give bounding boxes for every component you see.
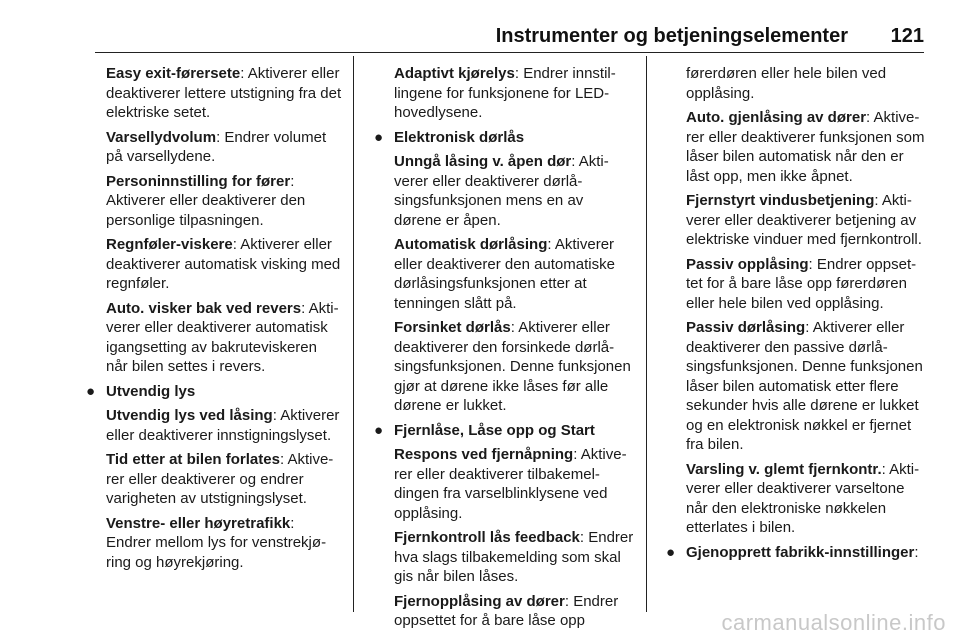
setting-term: Automatisk dørlåsing: [394, 236, 548, 253]
heading-suffix: :: [914, 543, 919, 561]
setting-description: : Aktiverer eller deaktiverer den forsinkede dørlåsingsfunksjonen. Denne funksjonen gjør at dørene ikke låses før alle dørene er lukket.: [394, 319, 631, 414]
setting-entry: [664, 108, 926, 186]
setting-description: : Aktiverer eller deaktiverer automatisk visking med regnføler.: [106, 236, 341, 292]
setting-description: : Aktiverer eller deaktiverer funksjonen som låser bilen automatisk når den er låst opp, men ikke åpnet.: [686, 109, 925, 185]
setting-term: Auto. visker bak ved revers: [106, 299, 302, 317]
setting-description: : Aktiverer eller deaktiverer dørlåsingsfunksjonen mens en av dørene er åpen.: [394, 153, 609, 229]
setting-entry: [84, 299, 342, 377]
column-3: [664, 64, 926, 567]
bullet-icon: ●: [86, 382, 96, 400]
bullet-icon: ●: [666, 543, 676, 561]
column-2: [372, 64, 634, 636]
section-heading: Fjernlåse, Låse opp og Start: [394, 421, 595, 439]
column-1: [84, 64, 342, 577]
setting-term: Varsellydvolum: [106, 128, 217, 146]
setting-description: : Aktiverer eller deaktiverer betjening av elektriske vinduer med fjernkontroll.: [686, 192, 922, 248]
setting-term: Fjernopplåsing av dører: [394, 592, 565, 610]
setting-term: Passiv opplåsing: [686, 255, 809, 273]
setting-term: Forsinket dørlås: [394, 319, 511, 336]
setting-entry: [84, 235, 342, 294]
setting-entry: [84, 450, 342, 509]
page-title: Instrumenter og betjeningselementer: [495, 25, 848, 47]
setting-description: : Aktiverer eller deaktiverer og endrer varigheten av utstigningslyset.: [106, 451, 334, 507]
page-number: 121: [890, 25, 924, 47]
section-bullet: [372, 128, 634, 148]
setting-description: : Aktiverer eller deaktiverer innstigningslyset.: [106, 407, 340, 444]
setting-entry: [664, 318, 926, 455]
setting-term: Regnføler-viskere: [106, 236, 233, 253]
setting-entry: [372, 528, 634, 587]
setting-description: : Endrer innstillingene for funksjonene for LED-hovedlysene.: [394, 65, 616, 121]
setting-term: Easy exit-førersete: [106, 65, 241, 82]
setting-term: Personinnstilling for fører: [106, 172, 291, 190]
setting-entry: [84, 172, 342, 231]
setting-description: : Aktiverer eller deaktiverer den automatiske dørlåsingsfunksjonen etter at tenningen slått på.: [394, 236, 615, 312]
setting-entry: [84, 128, 342, 167]
setting-description: : Aktiverer eller deaktiverer lettere utstigning fra det elektriske setet.: [106, 65, 342, 121]
setting-term: Unngå låsing v. åpen dør: [394, 153, 572, 170]
setting-entry: [664, 191, 926, 250]
section-heading: Elektronisk dørlås: [394, 128, 525, 146]
setting-term: Utvendig lys ved låsing: [106, 407, 273, 424]
setting-description: : Endrer oppsettet for å bare låse opp: [394, 592, 619, 629]
column-divider-1: [353, 56, 354, 612]
setting-description: : Endrer hva slags tilbakemelding som skal gis når bilen låses.: [394, 529, 634, 585]
setting-term: Passiv dørlåsing: [686, 319, 806, 336]
setting-entry: [372, 235, 634, 313]
section-bullet: [664, 543, 926, 563]
setting-description: : Aktiverer eller deaktiverer tilbakemeldingen fra varselblinklysene ved opplåsing.: [394, 446, 627, 522]
watermark: carmanualsonline.info: [721, 610, 946, 635]
setting-entry: [372, 592, 634, 631]
setting-entry: [372, 445, 634, 523]
section-heading: Utvendig lys: [106, 382, 196, 400]
setting-term: Auto. gjenlåsing av dører: [686, 109, 867, 126]
section-bullet: [372, 421, 634, 441]
page-header: [0, 0, 960, 54]
setting-description: : Endrer mellom lys for venstrekjøring og høyrekjøring.: [106, 514, 327, 571]
continuation-text: førerdøren eller hele bilen ved opplåsing.: [686, 65, 887, 102]
setting-entry: [372, 64, 634, 123]
setting-entry: [84, 406, 342, 445]
bullet-icon: ●: [374, 128, 384, 146]
setting-description: : Endrer oppsettet for å bare låse opp førerdøren eller hele bilen ved opplåsing.: [686, 255, 917, 312]
setting-entry: [84, 514, 342, 573]
setting-entry: [372, 318, 634, 416]
section-bullet: [84, 382, 342, 402]
setting-term: Varsling v. glemt fjernkontr.: [686, 460, 882, 478]
setting-description: : Aktiverer eller deaktiverer den passive dørlåsingsfunksjonen. Denne funksjonen låser bilen automatisk etter flere sekunder hvis alle dørene er lukket og en elektronisk nøkkel er fjernet fra bilen.: [686, 319, 923, 453]
setting-description: : Endrer volumet på varsellydene.: [106, 128, 327, 165]
setting-term: Fjernstyrt vindusbetjening: [686, 192, 875, 209]
setting-entry: [664, 460, 926, 538]
bullet-icon: ●: [374, 421, 384, 439]
setting-term: Venstre- eller høyretrafikk: [106, 514, 291, 532]
section-heading: Gjenopprett fabrikk-innstillinger: [686, 543, 915, 561]
setting-entry: [664, 255, 926, 314]
setting-entry: [84, 64, 342, 123]
header-divider: [95, 52, 924, 53]
setting-term: Adaptivt kjørelys: [394, 65, 515, 82]
column-divider-2: [646, 56, 647, 612]
setting-term: Tid etter at bilen forlates: [106, 451, 280, 468]
setting-description: : Aktiverer eller deaktiverer varseltone når den elektroniske nøkkelen etterlates i bilen.: [686, 460, 920, 536]
setting-description: : Aktiverer eller deaktiverer den personlige tilpasningen.: [106, 172, 306, 229]
setting-entry: [372, 152, 634, 230]
setting-description: : Aktiverer eller deaktiverer automatisk igangsetting av bakruteviskeren når bilen settes i revers.: [106, 299, 339, 375]
setting-term: Fjernkontroll lås feedback: [394, 529, 580, 546]
setting-term: Respons ved fjernåpning: [394, 446, 574, 463]
